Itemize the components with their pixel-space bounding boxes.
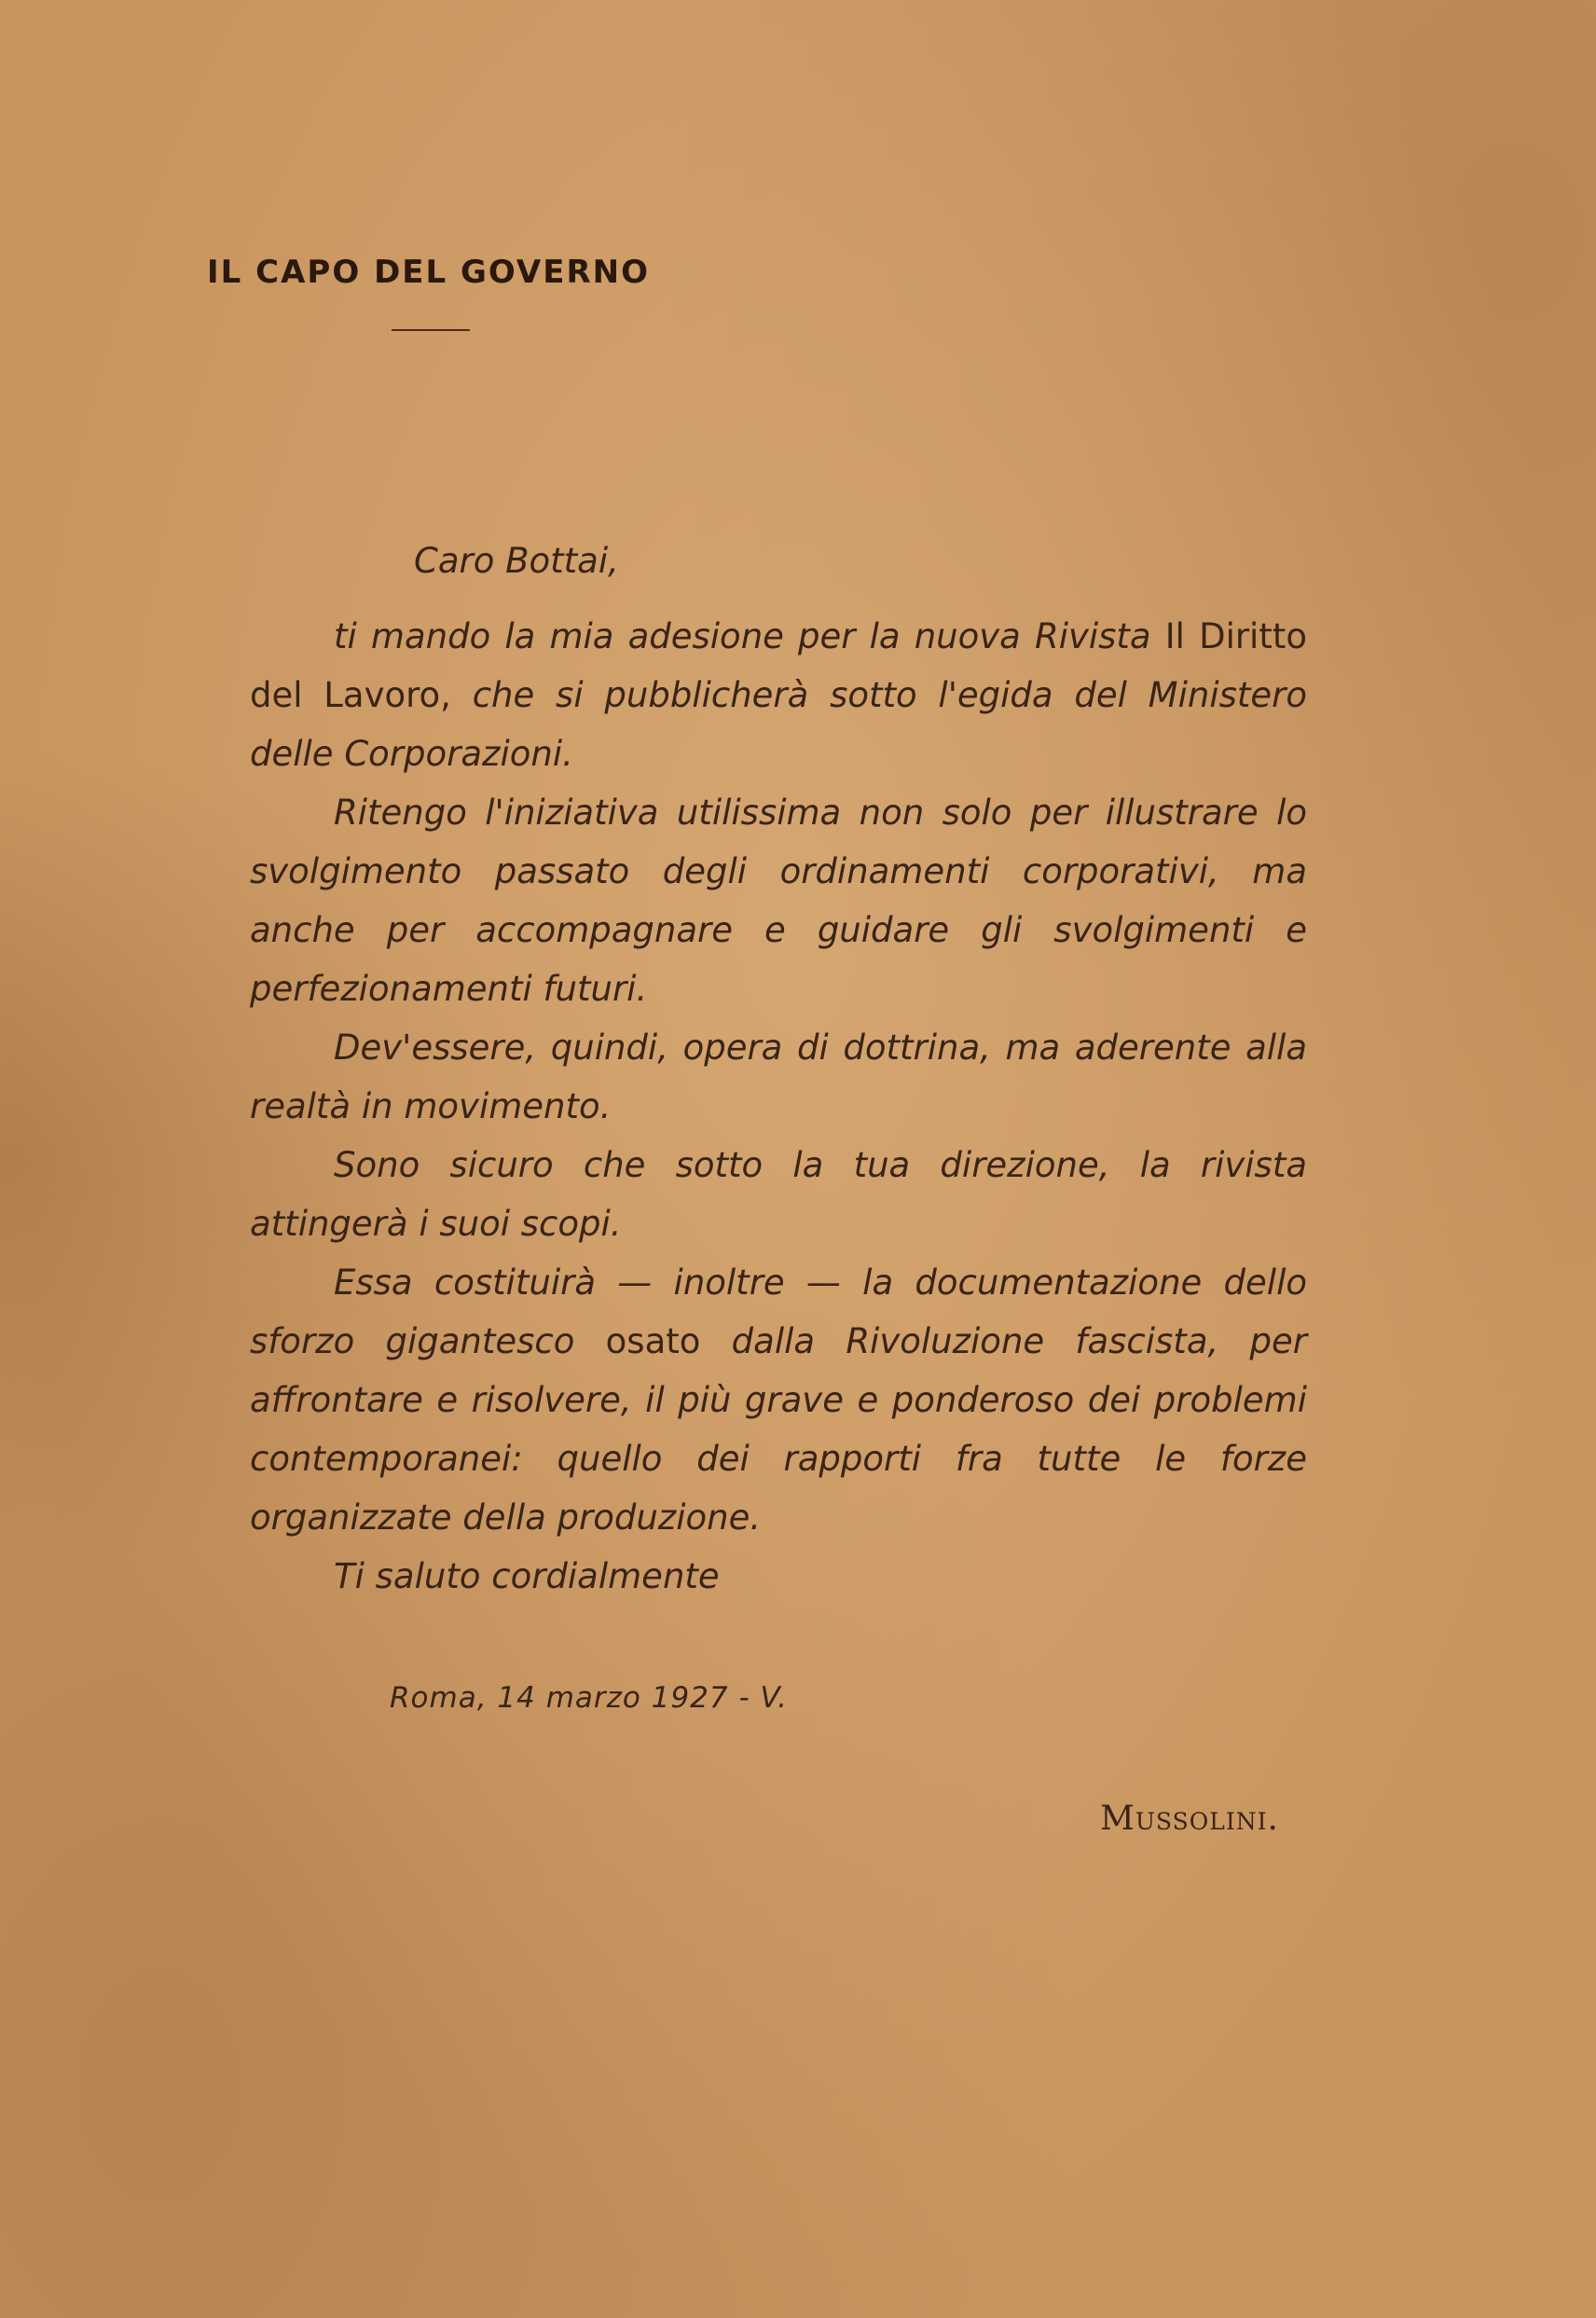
paragraph-5-text-b: dalla Rivoluzione fascista, per affrontare e risolvere, il più grave e ponderoso dei problemi contemporanei: quello dei rapporti fra tutte le forze organizzate della produzione. — [250, 1321, 1307, 1538]
journal-title-b: del Lavoro, — [250, 675, 451, 715]
letter-body — [250, 531, 1307, 1606]
salutation: Caro Bottai, — [414, 541, 619, 581]
journal-title-a: Il Diritto — [1164, 616, 1307, 656]
paragraph-4: Sono sicuro che sotto la tua direzione, la rivista attingerà i suoi scopi. — [250, 1145, 1307, 1244]
signature: Mussolini. — [1100, 1800, 1279, 1838]
letterhead-divider — [392, 329, 470, 331]
paragraph-5-osato: osato — [605, 1321, 701, 1361]
paragraph-3: Dev'essere, quindi, opera di dottrina, ma aderente alla realtà in movimento. — [250, 1028, 1307, 1126]
paragraph-1 — [250, 607, 1307, 783]
dateline: Roma, 14 marzo 1927 - V. — [390, 1681, 789, 1715]
paragraph-1-text-c: che si pubblicherà sotto l'egida del Ministero delle Corporazioni. — [250, 675, 1307, 774]
letterhead-title: IL CAPO DEL GOVERNO — [207, 254, 651, 291]
paragraph-2: Ritengo l'iniziativa utilissima non solo per illustrare lo svolgimento passato degli ordinamenti corporativi, ma anche per accompagnare e guidare gli svolgimenti e perfezionamenti futuri. — [250, 793, 1307, 1009]
closing-line: Ti saluto cordialmente — [334, 1556, 720, 1596]
paragraph-5-text-a: Essa costituirà — inoltre — la documentazione dello sforzo gigantesco — [250, 1262, 1307, 1361]
paragraph-5 — [250, 1253, 1307, 1547]
paragraph-1-text-a: ti mando la mia adesione per la nuova Rivista — [334, 616, 1165, 656]
